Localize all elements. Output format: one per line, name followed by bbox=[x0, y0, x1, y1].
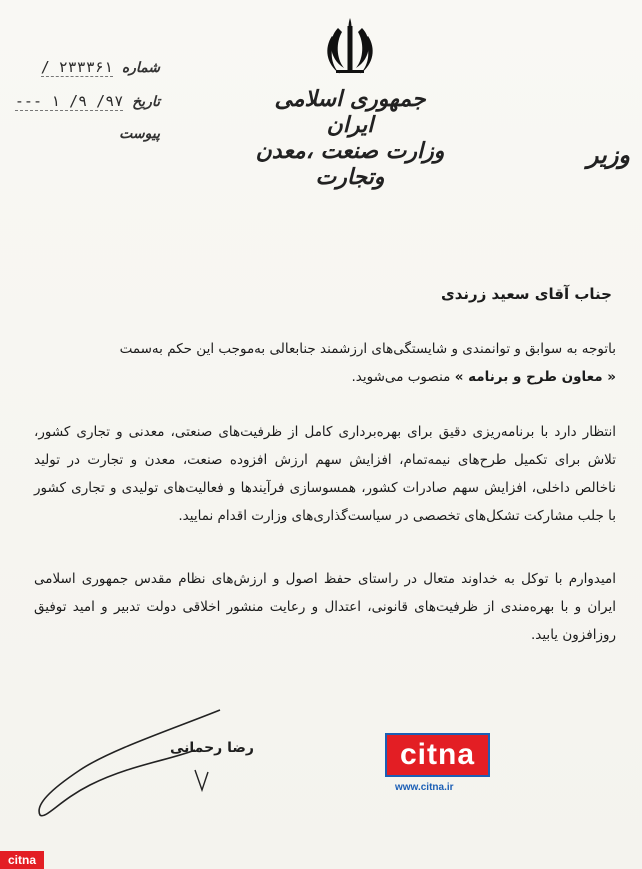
letter-number-field bbox=[0, 58, 160, 77]
citna-corner-text: citna bbox=[7, 853, 36, 867]
signatory-name: رضا رحمانی bbox=[170, 740, 254, 756]
appointment-text: باتوجه به سوابق و توانمندی و شایستگی‌های ارزشمند جنابعالی به‌موجب این حکم به‌سمت bbox=[119, 341, 616, 357]
iran-emblem-icon bbox=[318, 14, 382, 80]
letter-date-label: تاریخ bbox=[132, 94, 160, 110]
paragraph-appointment bbox=[34, 335, 616, 391]
paragraph-closing: امیدوارم با توکل به خداوند متعال در راستای حفظ اصول و ارزش‌های نظام مقدس جمهوری اسلامی ایران و با بهره‌مندی از ظرفیت‌های قانونی، اعتدال و رعایت منشور اخلاقی دولت تدبیر و امید توفیق روزافزون یابید. bbox=[34, 571, 616, 643]
letter-number-value: ۲۳۳۳۶۱ / bbox=[40, 58, 113, 76]
ministry-title: وزارت صنعت ،معدن وتجارت bbox=[255, 138, 445, 190]
republic-title: جمهوری اسلامی ایران bbox=[274, 86, 426, 138]
citna-corner-logo bbox=[0, 851, 44, 869]
letter-attachment-label: پیوست bbox=[119, 126, 160, 142]
letter-number-label: شماره bbox=[121, 60, 160, 76]
paragraph-expectations: انتظار دارد با برنامه‌ریزی دقیق برای بهره‌برداری کامل از ظرفیت‌های صنعتی، معدنی و تجاری کشور، تلاش برای تکمیل طرح‌های نیمه‌تمام، افزایش سهم ارزش افزوده صنعت، معدن و تجارت در تولید ناخالص داخلی، افزایش سهم صادرات کشور، همسوسازی فرآیندها و فعالیت‌های تولیدی و تجاری کشور با جلب مشارکت تشکل‌های تخصصی در سیاست‌گذاری‌های وزارت اقدام نمایید. bbox=[34, 424, 616, 524]
letter-date-field bbox=[0, 92, 160, 111]
letter-date-value: ۹۷/ ۹/ ۱ --- bbox=[14, 92, 124, 110]
letter-attachment-field bbox=[0, 126, 160, 142]
citna-url: www.citna.ir bbox=[395, 782, 454, 793]
appointment-title: « معاون طرح و برنامه » bbox=[454, 369, 616, 385]
citna-logo bbox=[385, 733, 490, 777]
appointment-end: منصوب می‌شوید. bbox=[351, 369, 451, 385]
minister-label: وزیر bbox=[586, 140, 630, 169]
citna-logo-text: citna bbox=[399, 738, 476, 771]
addressee: جناب آقای سعید زرندی bbox=[441, 285, 612, 303]
